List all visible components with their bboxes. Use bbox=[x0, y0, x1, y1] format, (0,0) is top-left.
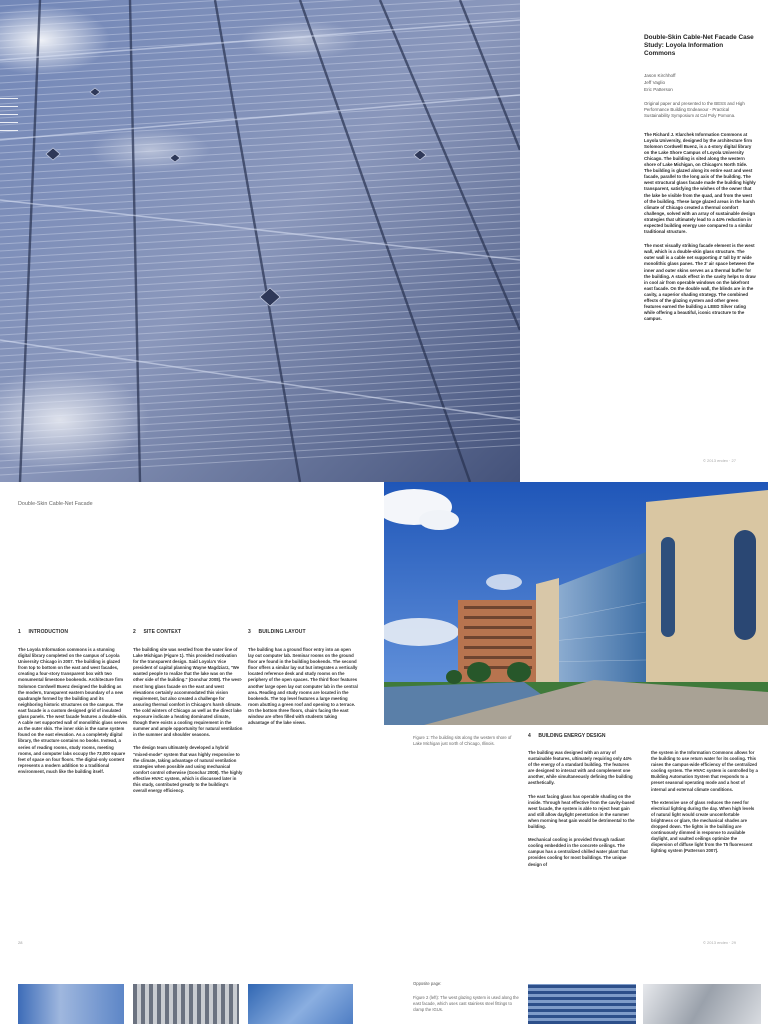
energy-columns bbox=[528, 750, 760, 868]
page-folio: © 2013 endex · 27 bbox=[703, 458, 736, 463]
section-number: 3 bbox=[248, 629, 251, 635]
section-paragraph: The building has a ground floor entry into an open lay out computer lab. Seminar rooms on the ground floor are found in the building bookends. The second floor offers a similar lay out but integrates a vertically located reference desk and study rooms on the periphery of the open spaces. The third floor features another large open lay out computer lab in the central area. Reading and study rooms are located in the bookends. The top level features a large meeting room abutting a green roof and opening to a terrace. On the bottom three floors, chairs facing the east window are often filled with students taking advantage of the lake views. bbox=[248, 647, 358, 726]
section-paragraph: The east facing glass has operable shading on the inside. Through heat effective from the cavity-based west facade, the system is able to reject heat gain and still allow daylight penetration in the summer when morning heat gain would be detrimental to the building. bbox=[528, 793, 635, 830]
section-title: INTRODUCTION bbox=[28, 629, 69, 635]
figure-caption: Figure 1: The building sits along the western shore of Lake Michigan just north of Chicago, Illinois. bbox=[413, 735, 512, 746]
original-paper-note: Original paper and presented to the BESS and High Performance Building Endeavour - Practical Sustainability Symposium at Cal Poly Pomona. bbox=[644, 101, 745, 119]
page-folio: 28 bbox=[18, 940, 23, 945]
section-building-layout bbox=[248, 629, 358, 726]
section-site-context bbox=[133, 629, 243, 794]
opposite-page-caption: Figure 2 (left): The west glazing system is used along the east facade, which uses cast stainless steel fittings to clamp the IGUs. bbox=[413, 995, 519, 1012]
section-number: 1 bbox=[18, 629, 21, 635]
section-paragraph: The Loyola Information commons is a stunning digital library completed on the campus of Loyola University Chicago in 2007. The building is glazed from top to bottom on the east and west facades, creating a four-story transparent box with two monumental limestone bookends. Architecture firm Solomon Cordwell Buenz designed the building as the modern, transparent eastern boundary of a new quadrangle formed by the building and its neighboring historic structures on the campus. The east facade is a custom designed grid of insulated glass panels. The west facade features a double-skin. A cable net supported wall of monolithic glass serves as the outer skin. The inner skin is the same system found on the east elevation. As a completely digital library, the structure contains no books. Instead, a series of reading rooms, study rooms, meeting rooms, and computer labs occupy the 73,000 square feet of space on four floors. The digital-only content represents a modern addition to a traditional environment, much like the building itself. bbox=[18, 647, 128, 774]
opposite-page-label: Opposite page: bbox=[413, 981, 442, 986]
section-paragraph: Mechanical cooling is provided through radiant cooling embedded in the concrete ceilings. The campus has a centralized chilled water plant that provides cooling for most buildings. The unique design of bbox=[528, 837, 628, 867]
section-heading bbox=[248, 629, 358, 635]
thumbnail-photo bbox=[248, 984, 353, 1024]
thumbnail-photo bbox=[528, 984, 636, 1024]
energy-column bbox=[528, 750, 636, 868]
running-head: Double-Skin Cable-Net Facade bbox=[18, 501, 93, 507]
article-intro bbox=[644, 34, 756, 322]
section-paragraph: The building was designed with an array of sustainable features, ultimately requiring only 44% of the energy of a standard building. The features are designed to interact with and complement one another, while simultaneously defining the building aesthetically. bbox=[528, 750, 633, 786]
building-lakefront-photo bbox=[384, 482, 768, 725]
section-introduction bbox=[18, 629, 128, 775]
section-heading bbox=[133, 629, 243, 635]
author-name: Jason Kirchhoff bbox=[644, 73, 676, 78]
section-heading bbox=[528, 733, 760, 739]
author-name: Jeff Vaglio bbox=[644, 80, 666, 85]
section-heading bbox=[18, 629, 128, 635]
section-title: BUILDING LAYOUT bbox=[258, 629, 306, 635]
section-paragraph: the system in the Information Commons allows for the building to use return water for its cooling. This raises the campus-wide efficiency of the centralized cooling system. The HVAC system is controlled by a Building Automation System that responds to a preset seasonal operating mode and a host of internal and external climate conditions. bbox=[651, 750, 758, 792]
section-paragraph: The extensive use of glass reduces the need for electrical lighting during the day. When high levels of natural light would create uncomfortable brightness or glare, the mechanical shades are dropped down. The lights in the building are continuously dimmed in response to available daylight, and vaulted ceilings optimize the dispersion of diffuse light from the T5 fluorescent lighting system (Patterson 2007). bbox=[651, 799, 755, 854]
section-title: SITE CONTEXT bbox=[143, 629, 182, 635]
facade-drawing bbox=[0, 0, 520, 482]
glass-facade-photo bbox=[0, 0, 520, 482]
section-number: 2 bbox=[133, 629, 136, 635]
energy-column bbox=[651, 750, 759, 868]
author-name: Eric Patterson bbox=[644, 87, 673, 92]
bottom-spread bbox=[0, 482, 768, 1024]
section-title: BUILDING ENERGY DESIGN bbox=[538, 733, 606, 739]
page-folio: © 2013 endex · 29 bbox=[703, 940, 736, 945]
intro-paragraph: The most visually striking facade element is the west wall, which is a double-skin glass structure. The outer wall is a cable net supporting 4' tall by 8' wide monolithic glass panes. The 3' air space between the inner and outer skins serves as a thermal buffer for the building. A stack effect in the cavity helps to draw in cool air from operable windows on the lakefront east facade. On the double wall, the blinds are in the cavity, a superior shading strategy. The combined effects of the glazing system and other green features earned the building a LEED Silver rating while offering a beautiful, iconic structure to the campus. bbox=[644, 243, 756, 322]
intro-paragraph: The Richard J. Klarchek Information Commons at Loyola University, designed by the architecture firm Solomon Cordwell Buenz, is a 4-story digital library on the Lake Shore Campus of Loyola University Chicago. The building is sited along the western shore of Lake Michigan, on Chicago's North Side. The building is glazed along its entire east and west facade, parallel to the long axis of the building. The west structural glass facade made the building highly transparent, satisfying the wishes of the owner that the lake be visible from the quad, and from the west of the building. These large glazed areas in the harsh climate of Chicago created a thermal comfort challenge, solved with an array of sustainable design strategies that ultimately lead to a 44% reduction in expected building energy use compared to a similar traditional structure. bbox=[644, 131, 756, 235]
page-edge-ticks bbox=[0, 98, 18, 138]
article-title: Double-Skin Cable-Net Facade Case Study: Loyola Information Commons bbox=[644, 34, 754, 57]
thumbnail-photo bbox=[133, 984, 239, 1024]
section-energy-design bbox=[528, 733, 760, 868]
building-drawing bbox=[384, 482, 768, 725]
thumbnail-photo bbox=[643, 984, 761, 1024]
thumbnail-photo bbox=[18, 984, 124, 1024]
section-number: 4 bbox=[528, 733, 531, 739]
top-spread bbox=[0, 0, 768, 482]
section-paragraph: The design team ultimately developed a hybrid "mixed-mode" system that was highly responsive to the climate, taking advantage of natural ventilation strategies when possible and using mechanical comfort control otherwise (Gonchar 2008). The highly effective HVAC system, which is discussed later in this study, contributed greatly to the building's overall energy efficiency. bbox=[133, 745, 243, 794]
section-paragraph: The building site was nestled from the water line of Lake Michigan (Figure 1). This provided motivation for the transparent design. Said Loyola's Vice president of capital planning Wayne Magdziarz, "We wanted people to realize that the lake was on the other side of the building." (Gonchar 2008). The west-most long glass facade on the east and west elevations certainly accommodated this vision requirement, but also created a challenge for assuring thermal comfort in Chicago's harsh climate. The cold winters of Chicago as well as the direct lake exposure indicate a heating dominated climate, though there exists a cooling requirement in the summer and ample opportunity for natural ventilation in the summer and shoulder seasons. bbox=[133, 647, 243, 738]
author-list bbox=[644, 72, 756, 93]
